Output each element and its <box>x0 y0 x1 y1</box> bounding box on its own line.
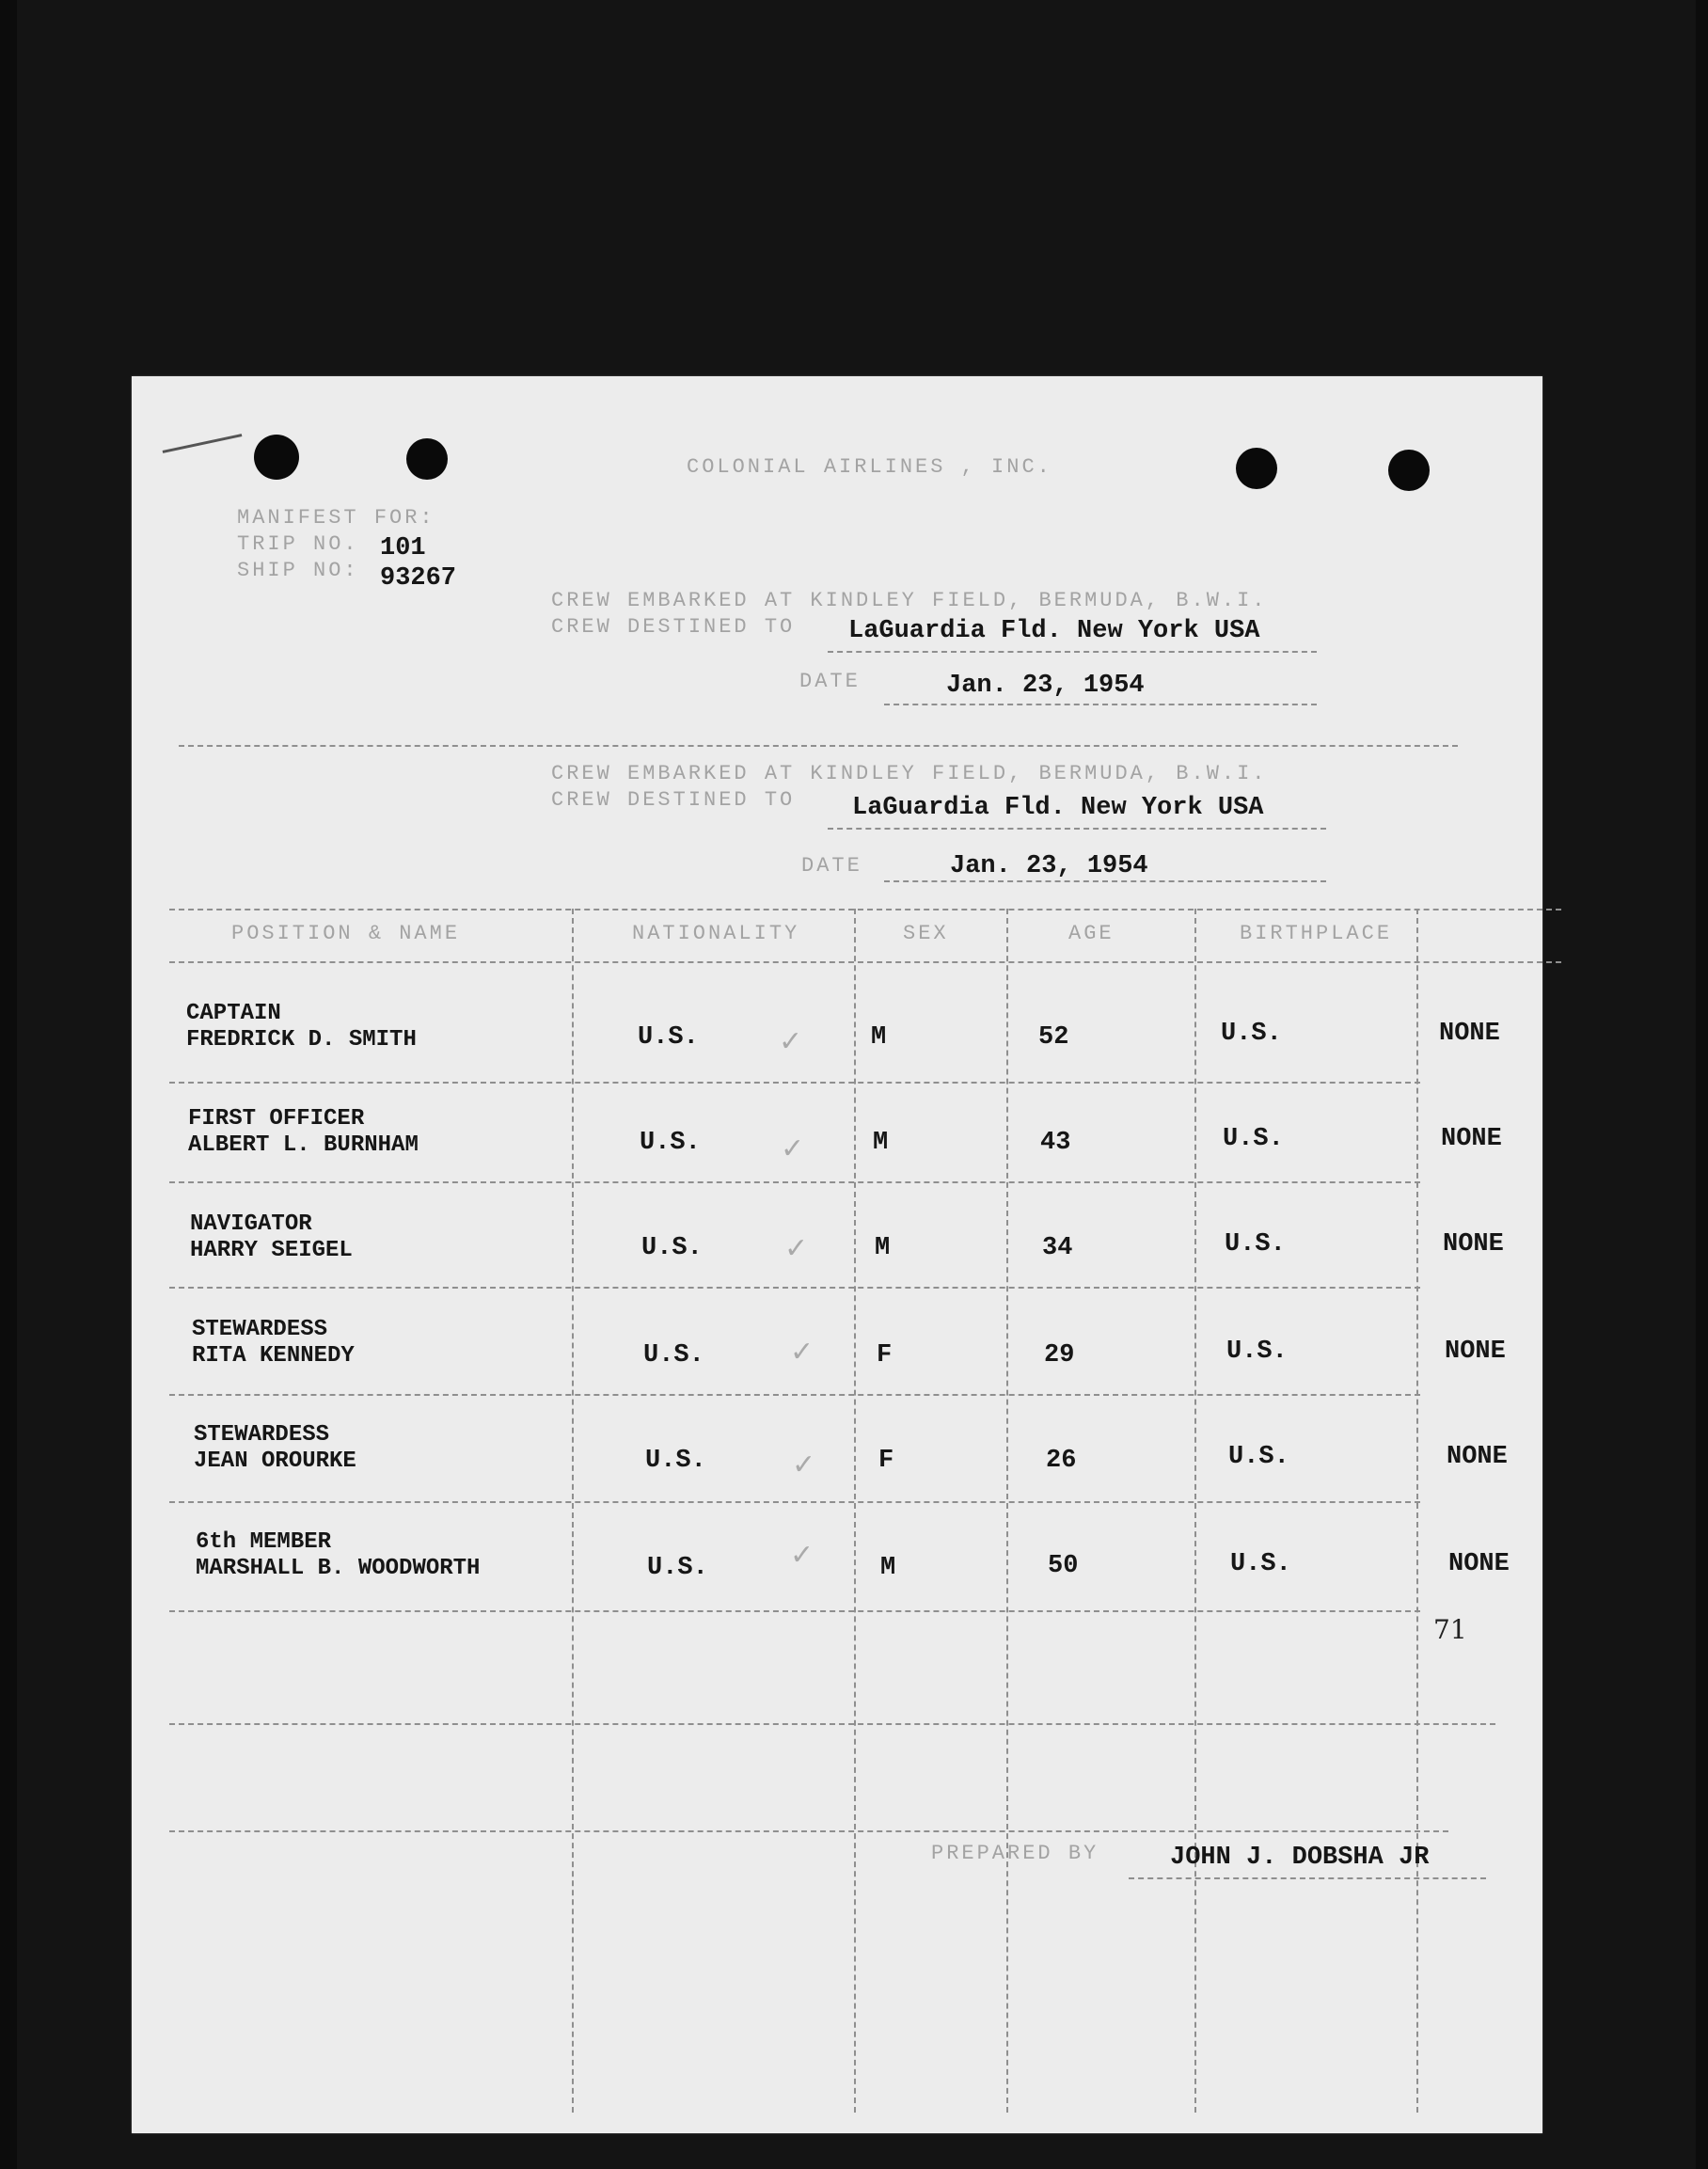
row-divider <box>169 1830 1448 1832</box>
underline <box>828 651 1317 653</box>
row-nationality: U.S. <box>638 1023 699 1052</box>
company-name: COLONIAL AIRLINES , INC. <box>687 455 1052 479</box>
row-birthplace: U.S. <box>1225 1230 1286 1259</box>
row-extra: NONE <box>1447 1443 1508 1471</box>
destined-label-1: CREW DESTINED TO <box>551 615 796 639</box>
date-label-1: DATE <box>799 670 861 693</box>
row-age: 34 <box>1042 1234 1073 1262</box>
trip-no-label: TRIP NO. <box>237 532 359 556</box>
trip-no-value: 101 <box>380 534 426 562</box>
row-sex: M <box>880 1554 896 1582</box>
divider <box>179 745 1458 747</box>
row-age: 52 <box>1038 1023 1069 1052</box>
row-divider <box>169 1181 1420 1183</box>
embarked-label-2: CREW EMBARKED AT KINDLEY FIELD, BERMUDA, B.W.I. <box>551 762 1268 785</box>
date-value-1: Jan. 23, 1954 <box>946 672 1145 700</box>
row-extra: NONE <box>1445 1338 1506 1366</box>
row-divider <box>169 1287 1420 1289</box>
underline <box>884 880 1326 882</box>
row-name: RITA KENNEDY <box>192 1343 355 1369</box>
row-divider <box>169 1723 1495 1725</box>
underline <box>884 704 1317 705</box>
row-name: MARSHALL B. WOODWORTH <box>196 1556 481 1581</box>
row-divider <box>169 1394 1420 1396</box>
row-divider <box>169 1501 1420 1503</box>
check-mark: ✓ <box>781 1132 805 1165</box>
column-divider <box>854 909 856 2113</box>
prepared-by-label: PREPARED BY <box>931 1842 1099 1865</box>
check-mark: ✓ <box>784 1232 809 1265</box>
row-birthplace: U.S. <box>1223 1125 1284 1153</box>
row-nationality: U.S. <box>641 1234 703 1262</box>
underline <box>1129 1877 1486 1879</box>
destination-value-1: LaGuardia Fld. New York USA <box>848 617 1260 645</box>
header-age: AGE <box>1068 922 1115 945</box>
row-position: 6th MEMBER <box>196 1529 332 1555</box>
check-mark: ✓ <box>790 1336 814 1369</box>
row-age: 43 <box>1040 1129 1071 1157</box>
header-nationality: NATIONALITY <box>632 922 800 945</box>
row-birthplace: U.S. <box>1226 1338 1288 1366</box>
row-age: 26 <box>1046 1447 1077 1475</box>
row-extra: NONE <box>1448 1550 1510 1578</box>
row-position: STEWARDESS <box>194 1422 330 1448</box>
check-mark: ✓ <box>790 1539 814 1572</box>
row-extra: NONE <box>1439 1020 1500 1048</box>
row-extra: NONE <box>1443 1230 1504 1259</box>
row-name: ALBERT L. BURNHAM <box>188 1132 419 1158</box>
column-divider <box>1006 909 1008 2113</box>
row-birthplace: U.S. <box>1221 1020 1282 1048</box>
check-mark: ✓ <box>792 1449 816 1481</box>
row-position: STEWARDESS <box>192 1317 328 1342</box>
row-nationality: U.S. <box>647 1554 708 1582</box>
row-birthplace: U.S. <box>1228 1443 1289 1471</box>
row-age: 29 <box>1044 1341 1075 1369</box>
row-name: JEAN OROURKE <box>194 1449 356 1474</box>
row-sex: M <box>875 1234 891 1262</box>
ship-no-label: SHIP NO: <box>237 559 359 582</box>
row-position: CAPTAIN <box>186 1001 281 1026</box>
column-divider <box>1194 909 1196 2113</box>
row-divider <box>169 1082 1420 1084</box>
column-divider <box>1416 909 1418 2113</box>
punch-hole <box>1236 448 1277 489</box>
row-sex: F <box>878 1447 894 1475</box>
punch-hole <box>1388 450 1430 491</box>
date-label-2: DATE <box>801 854 862 878</box>
table-header-rule <box>169 961 1561 963</box>
ship-no-value: 93267 <box>380 564 457 593</box>
manifest-for-label: MANIFEST FOR: <box>237 506 435 530</box>
destined-label-2: CREW DESTINED TO <box>551 788 796 812</box>
row-position: FIRST OFFICER <box>188 1106 365 1132</box>
row-name: HARRY SEIGEL <box>190 1238 353 1263</box>
row-divider <box>169 1610 1420 1612</box>
punch-hole <box>406 438 448 480</box>
header-sex: SEX <box>903 922 949 945</box>
row-extra: NONE <box>1441 1125 1502 1153</box>
row-nationality: U.S. <box>643 1341 704 1369</box>
row-birthplace: U.S. <box>1230 1550 1291 1578</box>
punch-hole <box>254 435 299 480</box>
handwritten-number: 71 <box>1433 1614 1467 1645</box>
prepared-by-value: JOHN J. DOBSHA JR <box>1170 1844 1430 1872</box>
pen-mark <box>163 434 243 453</box>
header-birthplace: BIRTHPLACE <box>1240 922 1393 945</box>
underline <box>828 828 1326 830</box>
row-sex: M <box>873 1129 889 1157</box>
row-name: FREDRICK D. SMITH <box>186 1027 417 1053</box>
row-sex: F <box>877 1341 893 1369</box>
row-position: NAVIGATOR <box>190 1211 312 1237</box>
check-mark: ✓ <box>779 1025 803 1058</box>
header-position-name: POSITION & NAME <box>231 922 461 945</box>
row-nationality: U.S. <box>645 1447 706 1475</box>
row-age: 50 <box>1048 1552 1079 1580</box>
date-value-2: Jan. 23, 1954 <box>950 852 1148 880</box>
row-sex: M <box>871 1023 887 1052</box>
row-nationality: U.S. <box>640 1129 701 1157</box>
destination-value-2: LaGuardia Fld. New York USA <box>852 794 1264 822</box>
embarked-label-1: CREW EMBARKED AT KINDLEY FIELD, BERMUDA, B.W.I. <box>551 589 1268 612</box>
table-top-rule <box>169 909 1561 910</box>
column-divider <box>572 909 574 2113</box>
manifest-page <box>132 376 1542 2133</box>
